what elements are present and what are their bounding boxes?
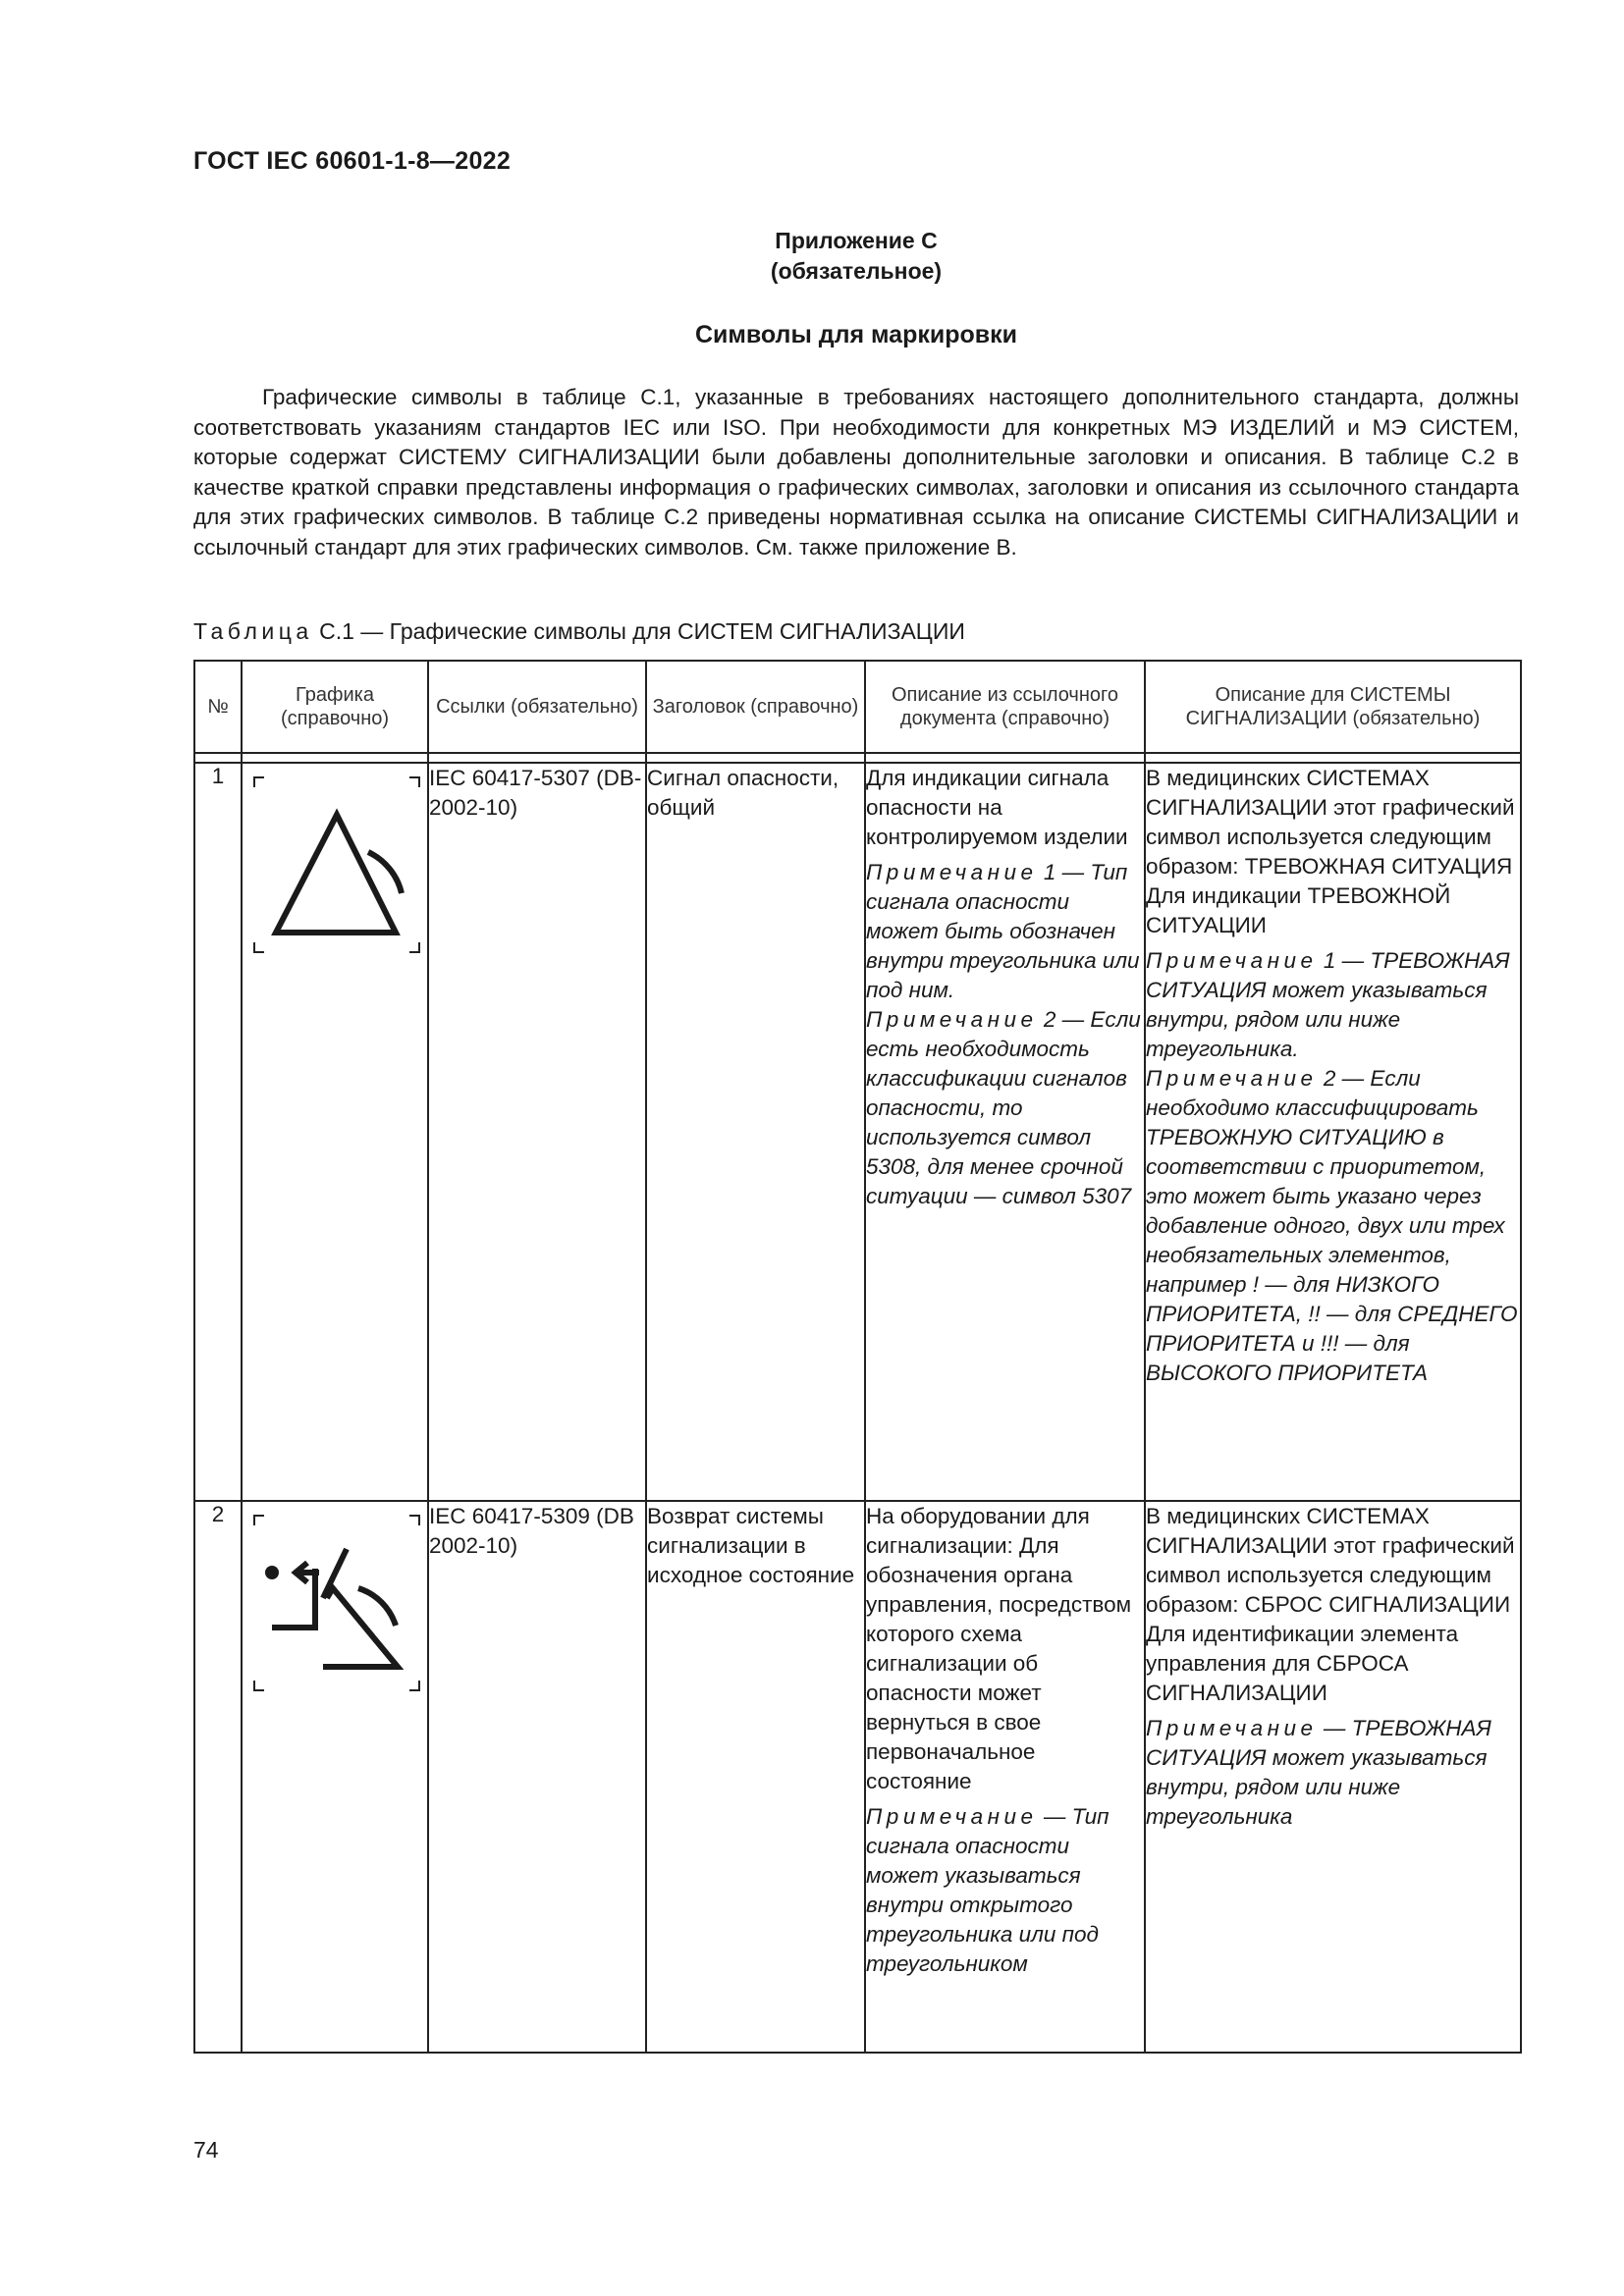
- desc-note: Примечание 1 — Тип сигнала опасности может быть обозначен внутри треугольника или под ним.: [866, 860, 1140, 1002]
- annex-status: (обязательное): [770, 258, 943, 284]
- table-header-row: [194, 661, 1521, 753]
- row-system-desc: [1145, 1501, 1521, 2053]
- table-row: [194, 763, 1521, 1501]
- row-number: 2: [194, 1501, 242, 2053]
- system-desc-note: Примечание 1 — ТРЕВОЖНАЯ СИТУАЦИЯ может указываться внутри, рядом или ниже треугольника.: [1146, 948, 1510, 1061]
- alarm-reset-triangle-icon: [248, 1512, 425, 1698]
- table-caption-text: С.1 — Графические символы для СИСТЕМ СИГНАЛИЗАЦИИ: [312, 618, 965, 644]
- row-desc: [865, 763, 1145, 1501]
- row-title: Сигнал опасности, общий: [646, 763, 865, 1501]
- row-ref: IEC 60417-5309 (DB 2002-10): [428, 1501, 646, 2053]
- section-title: Символы для маркировки: [694, 321, 1018, 348]
- col-header-system-desc: Описание для СИСТЕМЫ СИГНАЛИЗАЦИИ (обязательно): [1145, 661, 1521, 753]
- annex-title: Приложение С: [775, 228, 938, 253]
- desc-text: На оборудовании для сигнализации: Для обозначения органа управления, посредством которого схема сигнализации об опасности может вернуться в свое первоначальное состояние: [866, 1504, 1132, 1793]
- col-header-graphic: Графика (справочно): [242, 661, 428, 753]
- row-system-desc: [1145, 763, 1521, 1501]
- row-number: 1: [194, 763, 242, 1501]
- col-header-desc: Описание из ссылочного документа (справочно): [865, 661, 1145, 753]
- col-header-title: Заголовок (справочно): [646, 661, 865, 753]
- page-number: 74: [193, 2137, 219, 2163]
- row-ref: IEC 60417-5307 (DB-2002-10): [428, 763, 646, 1501]
- col-header-refs: Ссылки (обязательно): [428, 661, 646, 753]
- desc-note: Примечание — Тип сигнала опасности может указываться внутри открытого треугольника или под треугольником: [866, 1804, 1110, 1976]
- row-desc: [865, 1501, 1145, 2053]
- row-title: Возврат системы сигнализации в исходное состояние: [646, 1501, 865, 2053]
- system-desc-text: В медицинских СИСТЕМАХ СИГНАЛИЗАЦИИ этот графический символ используется следующим образом: СБРОС СИГНАЛИЗАЦИИ Для идентификации элемента управления для СБРОСА СИГНАЛИЗАЦИИ: [1146, 1504, 1515, 1705]
- general-warning-triangle-icon: [248, 774, 425, 960]
- table-row: [194, 1501, 1521, 2053]
- col-header-num: №: [194, 661, 242, 753]
- document-header: ГОСТ IEC 60601-1-8—2022: [193, 147, 512, 175]
- row-graphic: [242, 1501, 428, 2053]
- intro-paragraph: Графические символы в таблице С.1, указанные в требованиях настоящего дополнительного стандарта, должны соответствовать указаниям стандартов IEC или ISO. При необходимости для конкретных МЭ ИЗДЕЛИЙ и МЭ СИСТЕМ, которые содержат СИСТЕМУ СИГНАЛИЗАЦИИ были добавлены дополнительные заголовки и описания. В таблице С.2 в качестве краткой справки представлены информация о графических символах, заголовки и описания из ссылочного стандарта для этих графических символов. В таблице С.2 приведены нормативная ссылка на описание СИСТЕМЫ СИГНАЛИЗАЦИИ и ссылочный стандарт для этих графических символов. См. также приложение В.: [193, 385, 1519, 560]
- system-desc-note: Примечание 2 — Если необходимо классифицировать ТРЕВОЖНУЮ СИТУАЦИЮ в соответствии с приоритетом, это может быть указано через добавление одного, двух или трех необязательных элементов, например ! — для НИЗКОГО ПРИОРИТЕТА, !! — для СРЕДНЕГО ПРИОРИТЕТА и !!! — для ВЫСОКОГО ПРИОРИТЕТА: [1146, 1066, 1518, 1385]
- table-caption-label: Таблица: [193, 618, 313, 644]
- row-graphic: [242, 763, 428, 1501]
- desc-note: Примечание 2 — Если есть необходимость классификации сигналов опасности, то используется символ 5308, для менее срочной ситуации — символ 5307: [866, 1007, 1141, 1208]
- system-desc-note: Примечание — ТРЕВОЖНАЯ СИТУАЦИЯ может указываться внутри, рядом или ниже треугольника: [1146, 1716, 1491, 1829]
- symbols-table: [193, 660, 1522, 2054]
- desc-text: Для индикации сигнала опасности на контролируемом изделии: [866, 766, 1128, 849]
- system-desc-text: В медицинских СИСТЕМАХ СИГНАЛИЗАЦИИ этот графический символ используется следующим образом: ТРЕВОЖНАЯ СИТУАЦИЯ Для индикации ТРЕВОЖНОЙ СИТУАЦИИ: [1146, 766, 1515, 937]
- table-caption: [193, 618, 965, 645]
- table-header-gap: [194, 753, 1521, 763]
